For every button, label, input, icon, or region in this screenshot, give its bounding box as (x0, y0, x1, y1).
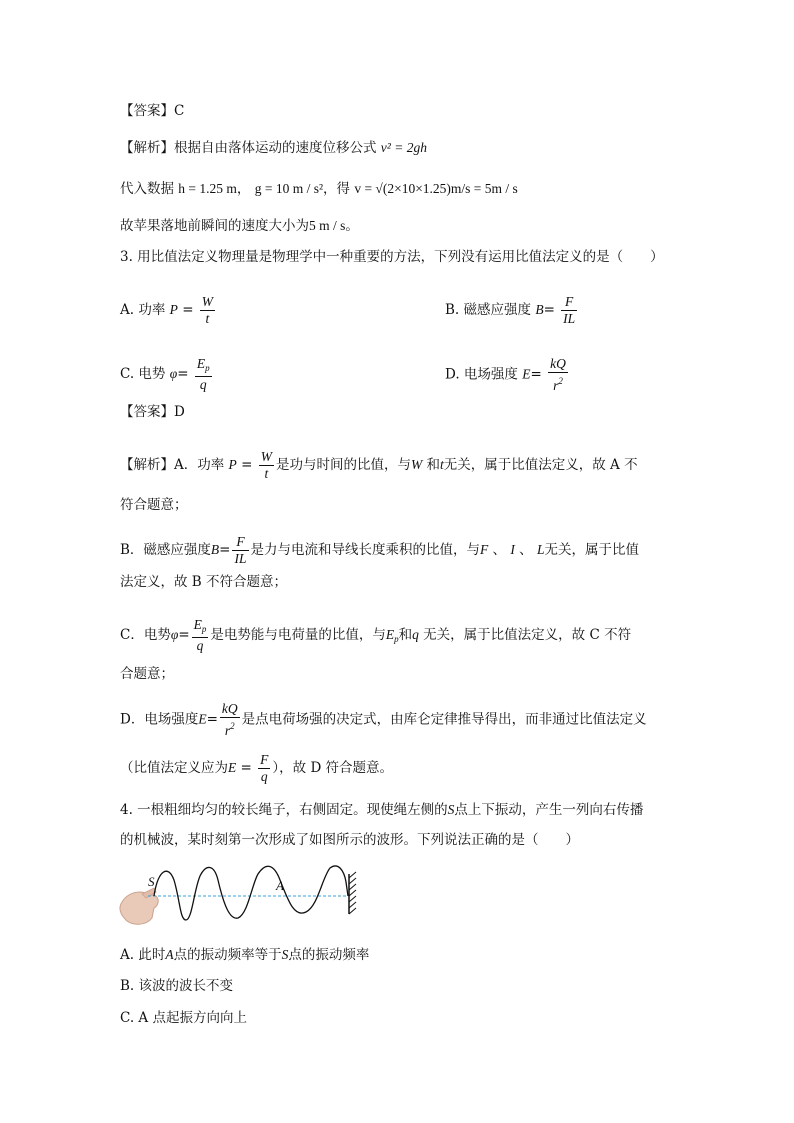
numerator: W (201, 294, 214, 309)
fraction-kq-over-r2 (220, 701, 240, 739)
option-c-label: C. 电势 (120, 366, 166, 382)
q3-analysis-b (120, 534, 639, 567)
answer-tag: 【答案】 (120, 404, 174, 420)
denominator: q (195, 376, 212, 393)
q3-option-a (120, 294, 217, 327)
q3-analysis-d-cont (120, 752, 393, 785)
q4-option-a (120, 945, 369, 965)
ep-e: E (385, 627, 395, 642)
separator: 、 (492, 542, 507, 558)
symbol-l: L (536, 542, 545, 557)
analysis-tag: 【解析】 (120, 457, 174, 473)
fraction-w-over-t (259, 449, 274, 482)
r: r (553, 378, 559, 393)
symbol-b: B (210, 542, 220, 557)
fraction-w-over-t (200, 294, 215, 327)
fraction-kq-over-r2 (548, 356, 568, 394)
symbol-e: E (228, 760, 237, 775)
ep-sub: p (394, 634, 399, 644)
q3-analysis-a-cont: 符合题意； (120, 497, 188, 513)
equals: = (182, 302, 194, 318)
numerator: F (565, 294, 574, 309)
q3-analysis-c (120, 617, 631, 654)
fraction-f-over-il (561, 294, 577, 327)
fraction-ep-over-q (192, 617, 209, 654)
symbol-phi: φ (169, 366, 178, 381)
ep-sub: p (205, 363, 210, 373)
analysis-text: 无关，属于比值 (544, 542, 639, 558)
fraction-f-over-il (232, 534, 248, 567)
analysis-a-label: A．功率 (174, 457, 225, 473)
symbol-ep (386, 627, 399, 642)
analysis-text: ），故 D 符合题意。 (272, 760, 394, 776)
analysis-c-label: C．电势 (120, 627, 171, 643)
de-text: ，得 (323, 181, 351, 197)
option-a-label: A. 功率 (120, 302, 166, 318)
symbol-b: B (535, 302, 544, 317)
analysis-text: 是力与电流和导线长度乘积的比值，与 (250, 542, 480, 558)
hand-illustration (120, 892, 158, 924)
analysis-tag: 【解析】 (120, 140, 174, 156)
denominator: q (192, 637, 209, 654)
equals: = (177, 366, 189, 382)
fraction-f-over-q (258, 752, 270, 785)
symbol-e: E (198, 711, 207, 727)
equals: = (530, 366, 542, 383)
g-value: g = 10 m / s² (254, 181, 324, 196)
conclusion-text: 故苹果落地前瞬间的速度大小为 (120, 218, 309, 234)
option-b-label: B. 磁感应强度 (445, 302, 532, 318)
analysis-text: 是电势能与电荷量的比值，与 (210, 627, 386, 643)
q4-option-b: B. 该波的波长不变 (120, 978, 234, 994)
option-d-label: D. 电场强度 (445, 366, 518, 383)
ep-e: E (193, 617, 202, 632)
symbol-s: S (447, 802, 455, 817)
analysis-text: 根据自由落体运动的速度位移公式 (174, 140, 377, 156)
ep-e: E (196, 356, 206, 371)
analysis-b-label: B．磁感应强度 (120, 542, 211, 558)
symbol-phi: φ (170, 627, 179, 642)
symbol-q: q (412, 627, 419, 642)
equals: = (219, 542, 231, 558)
numerator: kQ (550, 356, 566, 371)
analysis-text: 是点电荷场强的决定式，由库仑定律推导得出，而非通过比值法定义 (241, 711, 647, 728)
symbol-w: W (410, 457, 423, 472)
analysis-text: （比值法定义应为 (120, 760, 228, 776)
q3-stem: 3. 用比值法定义物理量是物理学中一种重要的方法，下列没有运用比值法定义的是（ ） (120, 249, 664, 265)
answer-value: D (174, 404, 185, 420)
q2-answer-line (120, 101, 184, 121)
conclusion-end: 。 (345, 218, 359, 234)
denominator: q (258, 768, 270, 785)
equals: = (241, 457, 253, 473)
wave-curve (154, 866, 348, 920)
numerator: kQ (221, 701, 238, 716)
q2-substitution-line: 代入数据 h = 1.25 m， g = 10 m / s²，得 v = √(2×10×1.25)m/s = 5m / s (120, 181, 518, 197)
and-text: 和 (426, 457, 440, 473)
v-calculation: v = √(2×10×1.25)m/s = 5m / s (354, 181, 518, 196)
answer-tag: 【答案】 (120, 103, 174, 119)
q4-stem-line1 (120, 800, 643, 820)
numerator: F (236, 534, 245, 549)
q2-analysis-line (120, 138, 427, 158)
denominator: IL (234, 551, 247, 566)
stem-text: 点上下振动，产生一列向右传播 (454, 802, 644, 818)
equals: = (240, 760, 252, 776)
numerator: F (260, 752, 269, 767)
substitution-text: 代入数据 (120, 181, 174, 197)
numerator (195, 356, 212, 376)
denominator: t (259, 465, 274, 482)
q3-option-d (445, 356, 570, 394)
exponent: 2 (558, 376, 563, 386)
q4-stem-line2: 的机械波，某时刻第一次形成了如图所示的波形。下列说法正确的是（ ） (120, 832, 579, 848)
q2-conclusion-line (120, 216, 359, 236)
equals: = (543, 302, 555, 318)
symbol-f: F (480, 542, 489, 557)
symbol-a: A (165, 947, 174, 962)
r: r (224, 723, 231, 738)
q3-analysis-a (120, 449, 638, 482)
analysis-text: 无关，属于比值法定义，故 A 不 (443, 457, 638, 473)
stem-text: 4. 一根粗细均匀的较长绳子，右侧固定。现使绳左侧的 (120, 802, 448, 818)
conclusion-velocity: 5 m / s (309, 218, 346, 233)
label-s: S (148, 874, 155, 889)
h-value: h = 1.25 m (178, 181, 237, 196)
fraction-ep-over-q (195, 356, 212, 393)
q4-option-c: C. A 点起振方向向上 (120, 1010, 247, 1026)
q3-analysis-c-cont: 合题意； (120, 666, 174, 682)
symbol-i: I (510, 542, 515, 557)
separator: 、 (519, 542, 533, 558)
numerator: W (260, 449, 272, 464)
numerator (192, 617, 209, 637)
equals: = (178, 627, 190, 643)
wave-figure (118, 860, 368, 930)
denominator (548, 372, 568, 394)
q3-answer-line (120, 402, 185, 422)
q3-option-c (120, 356, 214, 393)
option-text: 点的振动频率等于 (173, 947, 282, 963)
answer-value: C (174, 103, 185, 119)
wall-hatching (349, 872, 356, 914)
symbol-p: P (169, 302, 178, 317)
equals: = (206, 711, 218, 728)
option-a-label: A. 此时 (120, 947, 166, 963)
and-text: 和 (398, 627, 413, 643)
q3-option-b (445, 294, 579, 327)
exponent: 2 (230, 721, 235, 731)
label-a: A (276, 878, 284, 893)
symbol-p: P (228, 457, 237, 472)
analysis-text: 是功与时间的比值，与 (275, 457, 411, 473)
denominator: t (200, 310, 215, 327)
ep-sub: p (201, 624, 207, 634)
analysis-text: 无关，属于比值法定义，故 C 不符 (423, 627, 632, 643)
denominator: IL (563, 311, 576, 326)
analysis-d-label: D．电场强度 (120, 711, 199, 728)
symbol-e: E (522, 366, 531, 382)
symbol-s: S (281, 947, 289, 962)
symbol-t: t (440, 457, 444, 472)
formula-v2: v² = 2gh (380, 140, 427, 155)
q3-analysis-d (120, 701, 647, 739)
option-text: 点的振动频率 (288, 947, 370, 963)
denominator (220, 717, 240, 739)
q3-analysis-b-cont: 法定义，故 B 不符合题意； (120, 574, 288, 590)
